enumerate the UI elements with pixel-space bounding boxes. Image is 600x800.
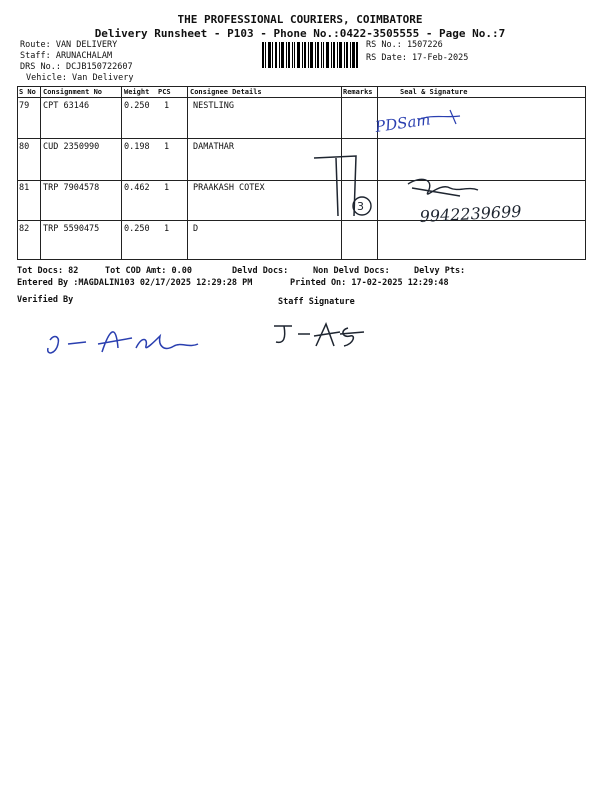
col-header-pcs: PCS (158, 88, 171, 96)
row-sno: 81 (19, 183, 30, 193)
drs-number: DRS No.: DCJB150722607 (20, 62, 133, 72)
row-sno: 80 (19, 142, 30, 152)
row-sno: 82 (19, 224, 30, 234)
row-pcs: 1 (164, 142, 170, 152)
row-consignment: TRP 5590475 (43, 224, 100, 234)
staff-signature-icon (270, 318, 370, 354)
rs-number: RS No.: 1507226 (366, 40, 443, 50)
row-pcs: 1 (164, 101, 170, 111)
col-header-remarks: Remarks (343, 88, 373, 96)
tot-docs: Tot Docs: 82 (17, 266, 79, 276)
delvd-docs: Delvd Docs: (232, 266, 289, 276)
vehicle-label: Vehicle: Van Delivery (26, 73, 134, 83)
handwritten-marks-icon (300, 96, 600, 236)
row-consignee: PRAAKASH COTEX (193, 183, 265, 193)
col-header-consignee: Consignee Details (190, 88, 262, 96)
row-weight: 0.462 (124, 183, 150, 193)
runsheet-title: Delivery Runsheet - P103 - Phone No.:0422-3505555 - Page No.:7 (94, 27, 506, 40)
company-name: THE PROFESSIONAL COURIERS, COIMBATORE (177, 13, 423, 26)
non-delvd-docs: Non Delvd Docs: (313, 266, 390, 276)
col-header-weight: Weight (124, 88, 150, 96)
col-header-seal-signature: Seal & Signature (400, 88, 468, 96)
tot-cod-amt: Tot COD Amt: 0.00 (105, 266, 192, 276)
col-header-consignment: Consignment No (43, 88, 103, 96)
row-weight: 0.250 (124, 224, 150, 234)
entered-by: Entered By :MAGDALIN103 02/17/2025 12:29:28 PM (17, 278, 253, 288)
route-label: Route: VAN DELIVERY (20, 40, 118, 50)
row-weight: 0.198 (124, 142, 150, 152)
row79-signature: PDSam (374, 110, 432, 136)
row-sno: 79 (19, 101, 30, 111)
row-consignment: CUD 2350990 (43, 142, 100, 152)
staff-label: Staff: ARUNACHALAM (20, 51, 113, 61)
row-weight: 0.250 (124, 101, 150, 111)
row81-remark: 3 (357, 200, 364, 213)
barcode-icon (262, 42, 358, 68)
row81-phone: 9942239699 (419, 201, 522, 226)
verified-signature-icon (40, 318, 210, 366)
delvy-pts: Delvy Pts: (414, 266, 466, 276)
row-consignment: TRP 7904578 (43, 183, 100, 193)
col-header-sno: S No (19, 88, 36, 96)
row-pcs: 1 (164, 183, 170, 193)
row-consignment: CPT 63146 (43, 101, 90, 111)
staff-signature-label: Staff Signature (278, 297, 355, 307)
row-consignee: NESTLING (193, 101, 234, 111)
row-consignee: DAMATHAR (193, 142, 234, 152)
row-consignee: D (193, 224, 199, 234)
rs-date: RS Date: 17-Feb-2025 (366, 53, 469, 63)
verified-by-label: Verified By (17, 295, 74, 305)
row-pcs: 1 (164, 224, 170, 234)
printed-on: Printed On: 17-02-2025 12:29:48 (290, 278, 449, 288)
